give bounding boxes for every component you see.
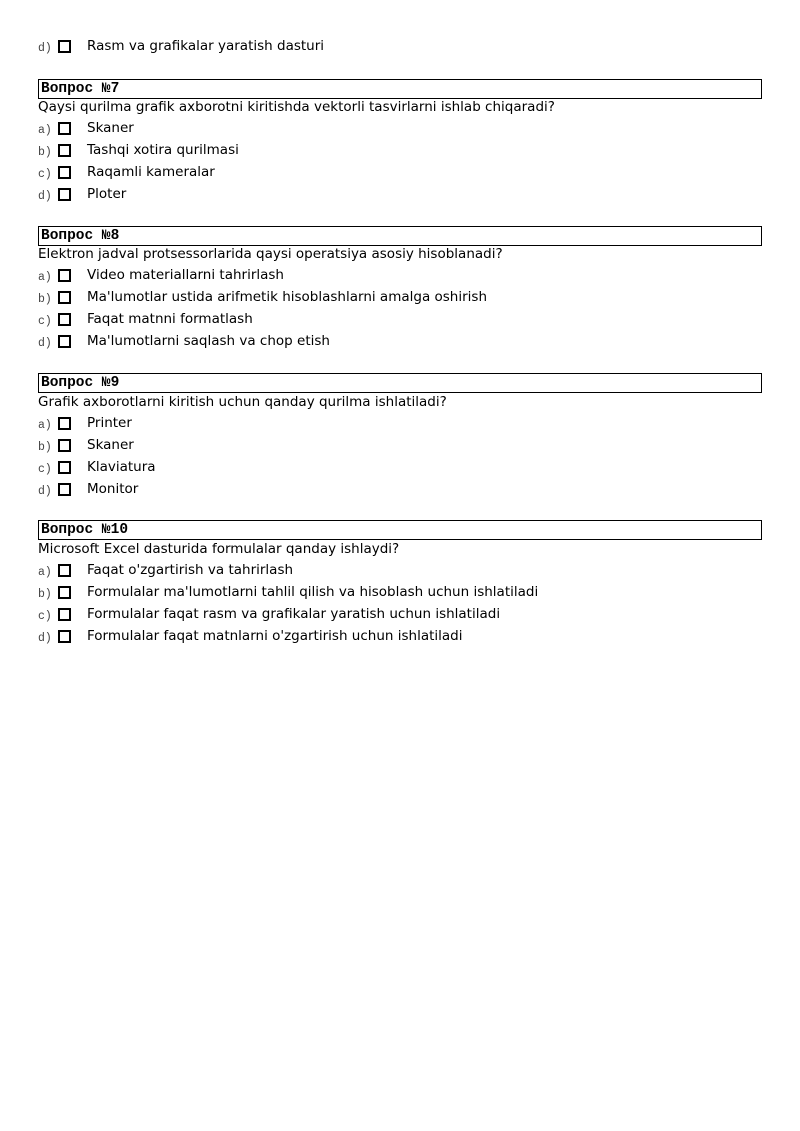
option-text: Printer bbox=[87, 415, 132, 431]
option-letter: d) bbox=[38, 337, 52, 350]
option-letter: a) bbox=[38, 124, 52, 137]
option-row[interactable] bbox=[38, 412, 132, 434]
option-row[interactable] bbox=[38, 117, 134, 139]
option-letter: a) bbox=[38, 566, 52, 579]
option-text: Faqat matnni formatlash bbox=[87, 311, 253, 327]
option-row[interactable] bbox=[38, 161, 215, 183]
option-row[interactable] bbox=[38, 456, 156, 478]
checkbox[interactable] bbox=[58, 335, 71, 348]
option-row[interactable] bbox=[38, 308, 253, 330]
option-text: Formulalar faqat rasm va grafikalar yaratish uchun ishlatiladi bbox=[87, 606, 501, 622]
checkbox[interactable] bbox=[58, 417, 71, 430]
option-text: Formulalar faqat matnlarni o'zgartirish uchun ishlatiladi bbox=[87, 628, 463, 644]
checkbox[interactable] bbox=[58, 291, 71, 304]
option-text: Faqat o'zgartirish va tahrirlash bbox=[87, 562, 294, 578]
question-header: Вопрос №9 bbox=[38, 373, 762, 393]
question-header: Вопрос №7 bbox=[38, 79, 762, 99]
option-row[interactable] bbox=[38, 434, 134, 456]
checkbox[interactable] bbox=[58, 313, 71, 326]
checkbox[interactable] bbox=[58, 461, 71, 474]
option-text: Rasm va grafikalar yaratish dasturi bbox=[87, 38, 325, 54]
option-letter: a) bbox=[38, 419, 52, 432]
option-row[interactable] bbox=[38, 559, 293, 581]
option-text: Raqamli kameralar bbox=[87, 164, 215, 180]
question-text: Microsoft Excel dasturida formulalar qanday ishlaydi? bbox=[38, 541, 400, 557]
option-letter: b) bbox=[38, 146, 52, 159]
question-text: Grafik axborotlarni kiritish uchun qanday qurilma ishlatiladi? bbox=[38, 394, 447, 410]
checkbox[interactable] bbox=[58, 439, 71, 452]
option-row[interactable] bbox=[38, 183, 126, 205]
checkbox[interactable] bbox=[58, 483, 71, 496]
question-header: Вопрос №8 bbox=[38, 226, 762, 246]
checkbox[interactable] bbox=[58, 188, 71, 201]
question-text: Elektron jadval protsessorlarida qaysi operatsiya asosiy hisoblanadi? bbox=[38, 246, 503, 262]
option-letter: b) bbox=[38, 588, 52, 601]
option-row[interactable] bbox=[38, 330, 330, 352]
checkbox[interactable] bbox=[58, 564, 71, 577]
option-text: Ploter bbox=[87, 186, 127, 202]
option-text: Skaner bbox=[87, 120, 134, 136]
option-row[interactable] bbox=[38, 286, 487, 308]
option-letter: d) bbox=[38, 485, 52, 498]
option-text: Video materiallarni tahrirlash bbox=[87, 267, 284, 283]
question-header: Вопрос №10 bbox=[38, 520, 762, 540]
option-text: Tashqi xotira qurilmasi bbox=[87, 142, 239, 158]
option-letter: b) bbox=[38, 441, 52, 454]
checkbox[interactable] bbox=[58, 608, 71, 621]
option-letter: c) bbox=[38, 315, 52, 328]
option-row[interactable] bbox=[38, 625, 462, 647]
option-row[interactable] bbox=[38, 603, 500, 625]
option-letter: d) bbox=[38, 190, 52, 203]
option-letter: d) bbox=[38, 42, 52, 55]
option-letter: c) bbox=[38, 463, 52, 476]
option-letter: b) bbox=[38, 293, 52, 306]
checkbox[interactable] bbox=[58, 630, 71, 643]
checkbox[interactable] bbox=[58, 122, 71, 135]
option-text: Ma'lumotlar ustida arifmetik hisoblashlarni amalga oshirish bbox=[87, 289, 487, 305]
option-text: Skaner bbox=[87, 437, 134, 453]
question-text: Qaysi qurilma grafik axborotni kiritishda vektorli tasvirlarni ishlab chiqaradi? bbox=[38, 99, 555, 115]
option-row[interactable] bbox=[38, 139, 239, 161]
option-text: Monitor bbox=[87, 481, 139, 497]
checkbox[interactable] bbox=[58, 144, 71, 157]
option-letter: a) bbox=[38, 271, 52, 284]
option-letter: c) bbox=[38, 168, 52, 181]
option-row[interactable] bbox=[38, 35, 324, 57]
checkbox[interactable] bbox=[58, 269, 71, 282]
checkbox[interactable] bbox=[58, 166, 71, 179]
option-text: Ma'lumotlarni saqlash va chop etish bbox=[87, 333, 330, 349]
checkbox[interactable] bbox=[58, 40, 71, 53]
option-row[interactable] bbox=[38, 264, 284, 286]
option-text: Klaviatura bbox=[87, 459, 156, 475]
option-row[interactable] bbox=[38, 478, 138, 500]
option-text: Formulalar ma'lumotlarni tahlil qilish va hisoblash uchun ishlatiladi bbox=[87, 584, 539, 600]
option-row[interactable] bbox=[38, 581, 538, 603]
checkbox[interactable] bbox=[58, 586, 71, 599]
option-letter: d) bbox=[38, 632, 52, 645]
option-letter: c) bbox=[38, 610, 52, 623]
